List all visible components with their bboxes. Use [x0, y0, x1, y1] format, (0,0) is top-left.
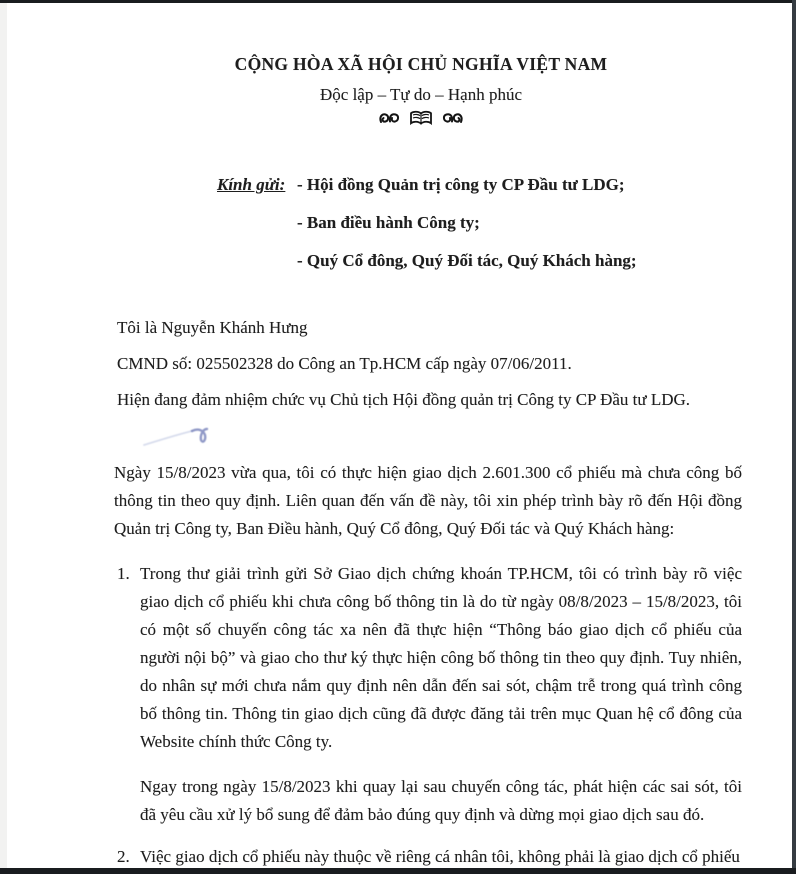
introduction-block [114, 310, 742, 418]
ornamental-divider [114, 109, 728, 127]
item-2-paragraph-1: Việc giao dịch cổ phiếu này thuộc về riêng cá nhân tôi, không phải là giao dịch cổ phiếu [140, 847, 740, 866]
document-content [0, 53, 796, 871]
flourish-left-icon [378, 111, 400, 126]
intro-id-line: CMND số: 025502328 do Công an Tp.HCM cấp ngày 07/06/2011. [117, 354, 572, 373]
flourish-right-icon [442, 111, 464, 126]
item-2-number: 2. [117, 847, 130, 866]
recipient-line-executive-board: - Ban điều hành Công ty; [297, 213, 480, 232]
item-2-body [140, 843, 742, 871]
recipients-block [114, 166, 742, 280]
national-title: CỘNG HÒA XÃ HỘI CHỦ NGHĨA VIỆT NAM [234, 54, 608, 74]
list-item-2 [114, 843, 742, 871]
numbered-items [114, 560, 742, 871]
recipient-line-board: - Hội đồng Quản trị công ty CP Đầu tư LDG; [297, 175, 625, 194]
item-1-paragraph-2: Ngay trong ngày 15/8/2023 khi quay lại sau chuyến công tác, phát hiện các sai sót, tôi đã yêu cầu xử lý bổ sung để đảm bảo đúng quy định và dừng mọi giao dịch sau đó. [140, 777, 742, 824]
open-book-icon [409, 110, 433, 126]
recipient-list [297, 166, 637, 280]
scan-border-top [0, 0, 796, 3]
lead-paragraph: Ngày 15/8/2023 vừa qua, tôi có thực hiện giao dịch 2.601.300 cổ phiếu mà chưa công bố thông tin theo quy định. Liên quan đến vấn đề này, tôi xin phép trình bày rõ đến Hội đồng Quản trị Công ty, Ban Điều hành, Quý Cổ đông, Quý Đối tác và Quý Khách hàng: [114, 463, 742, 538]
item-1-number: 1. [117, 564, 130, 583]
item-1-body [140, 560, 742, 829]
scan-border-right [792, 0, 796, 874]
national-motto: Độc lập – Tự do – Hạnh phúc [320, 85, 522, 104]
recipients-label: Kính gửi: [217, 175, 286, 194]
list-item-1 [114, 560, 742, 829]
scan-border-bottom [0, 868, 796, 874]
scan-border-left [0, 3, 7, 868]
intro-name-line: Tôi là Nguyễn Khánh Hưng [117, 318, 308, 337]
intro-position-line: Hiện đang đảm nhiệm chức vụ Chủ tịch Hội đồng quản trị Công ty CP Đầu tư LDG. [117, 390, 691, 409]
national-header [114, 53, 742, 127]
item-1-paragraph-1: Trong thư giải trình gửi Sở Giao dịch chứng khoán TP.HCM, tôi có trình bày rõ việc giao dịch cổ phiếu khi chưa công bố thông tin là do từ ngày 08/8/2023 – 15/8/2023, tôi có một số chuyến công tác xa nên đã thực hiện “Thông báo giao dịch cổ phiếu của người nội bộ” và giao cho thư ký thực hiện công bố thông tin theo quy định. Tuy nhiên, do nhân sự mới chưa nắm quy định nên dẫn đến sai sót, chậm trễ trong quá trình công bố thông tin. Thông tin giao dịch cũng đã được đăng tải trên mục Quan hệ cổ đông của Website chính thức Công ty. [140, 564, 742, 751]
recipient-line-shareholders: - Quý Cổ đông, Quý Đối tác, Quý Khách hàng; [297, 251, 637, 270]
